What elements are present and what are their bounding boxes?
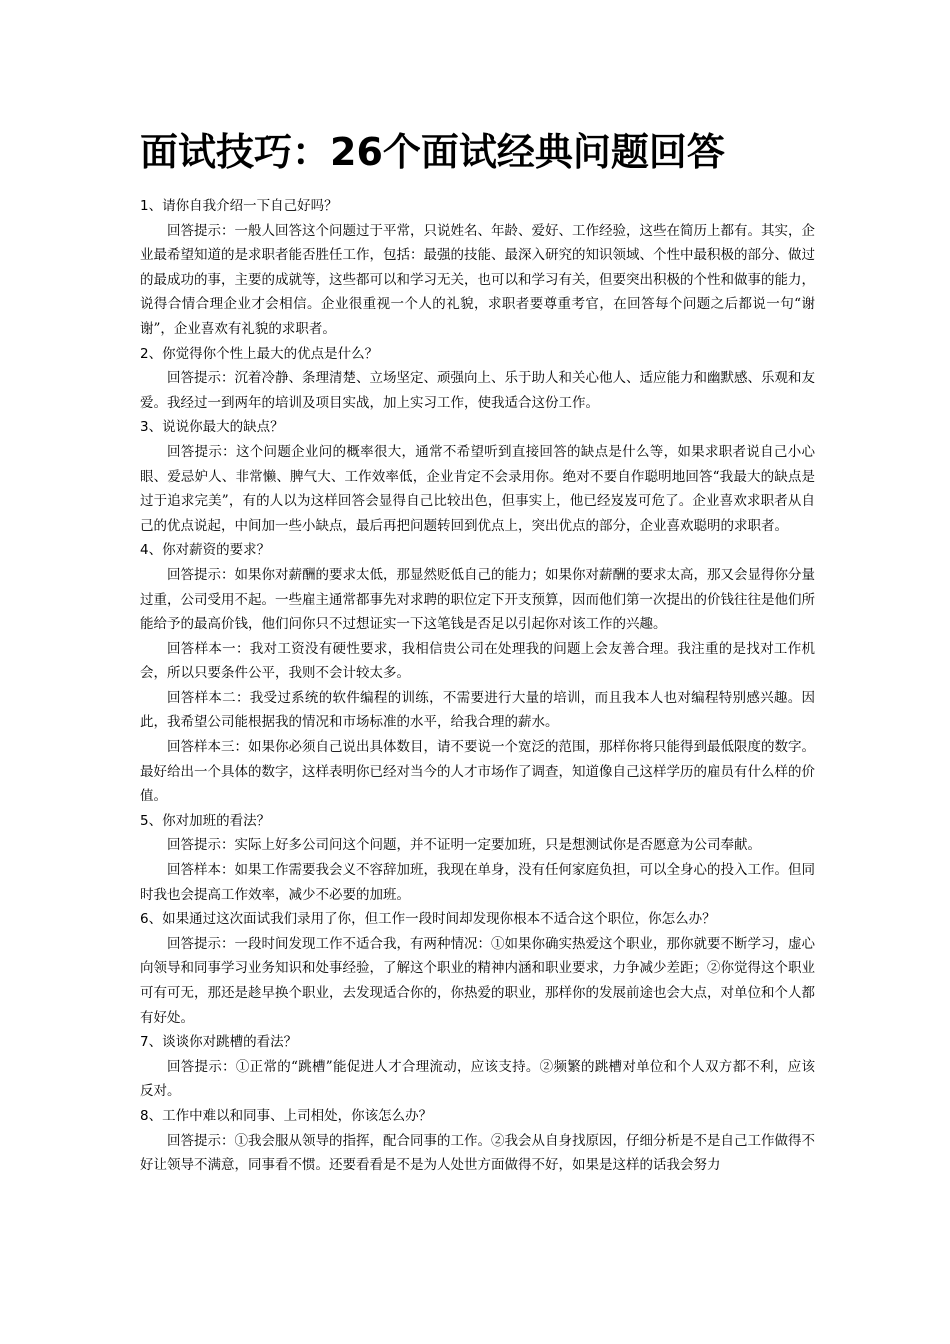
question-heading: 2、你觉得你个性上最大的优点是什么？ <box>140 345 379 362</box>
answer-paragraph: 回答提示：一般人回答这个问题过于平常，只说姓名、年龄、爱好、工作经验，这些在简历上都有。其实，企业最希望知道的是求职者能否胜任工作，包括：最强的技能、最深入研究的知识领域、个性中最积极的部分、做过的最成功的事，主要的成就等，这些都可以和学习无关，也可以和学习有关，但要突出积极的个性和做事的能力，说得合情合理企业才会相信。企业很重视一个人的礼貌，求职者要尊重考官，在回答每个问题之后都说一句“谢谢”，企业喜欢有礼貌的求职者。 <box>140 222 815 337</box>
question-heading: 3、说说你最大的缺点？ <box>140 419 284 436</box>
answer-paragraph: 回答样本一：我对工资没有硬性要求，我相信贵公司在处理我的问题上会友善合理。我注重的是找对工作机会，所以只要条件公平，我则不会计较太多。 <box>140 640 815 682</box>
answer-paragraph: 回答提示：实际上好多公司问这个问题，并不证明一定要加班，只是想测试你是否愿意为公司奉献。 <box>167 837 761 854</box>
document-body <box>140 194 815 1178</box>
question-heading: 5、你对加班的看法？ <box>140 812 271 829</box>
answer-paragraph: 回答提示：这个问题企业问的概率很大，通常不希望听到直接回答的缺点是什么等，如果求职者说自己小心眼、爱忌妒人、非常懒、脾气大、工作效率低，企业肯定不会录用你。绝对不要自作聪明地回答“我最大的缺点是过于追求完美”，有的人以为这样回答会显得自己比较出色，但事实上，他已经岌岌可危了。企业喜欢求职者从自己的优点说起，中间加一些小缺点，最后再把问题转回到优点上，突出优点的部分，企业喜欢聪明的求职者。 <box>140 443 815 534</box>
question-heading: 1、请你自我介绍一下自己好吗？ <box>140 198 338 214</box>
answer-paragraph: 回答提示：一段时间发现工作不适合我，有两种情况：①如果你确实热爱这个职业，那你就要不断学习，虚心向领导和同事学习业务知识和处事经验，了解这个职业的精神内涵和职业要求，力争减少差距；②你觉得这个职业可有可无，那还是趁早换个职业，去发现适合你的，你热爱的职业，那样你的发展前途也会大点，对单位和个人都有好处。 <box>140 935 815 1026</box>
question-heading: 7、谈谈你对跳槽的看法？ <box>140 1034 298 1051</box>
question-heading: 4、你对薪资的要求？ <box>140 542 271 559</box>
answer-paragraph: 回答样本二：我受过系统的软件编程的训练，不需要进行大量的培训，而且我本人也对编程特别感兴趣。因此，我希望公司能根据我的情况和市场标准的水平，给我合理的薪水。 <box>140 689 815 731</box>
answer-paragraph: 回答样本三：如果你必须自己说出具体数目，请不要说一个宽泛的范围，那样你将只能得到最低限度的数字。最好给出一个具体的数字，这样表明你已经对当今的人才市场作了调查，知道像自己这样学历的雇员有什么样的价值。 <box>140 739 815 805</box>
answer-paragraph: 回答提示：①我会服从领导的指挥，配合同事的工作。②我会从自身找原因，仔细分析是不是自己工作做得不好让领导不满意，同事看不惯。还要看看是不是为人处世方面做得不好，如果是这样的话我会努力 <box>140 1132 815 1174</box>
document-title: 面试技巧：26个面试经典问题回答 <box>140 130 725 174</box>
answer-paragraph: 回答提示：如果你对薪酬的要求太低，那显然贬低自己的能力；如果你对薪酬的要求太高，那又会显得你分量过重，公司受用不起。一些雇主通常都事先对求聘的职位定下开支预算，因而他们第一次提出的价钱往往是他们所能给予的最高价钱，他们问你只不过想证实一下这笔钱是否足以引起你对该工作的兴趣。 <box>140 566 815 633</box>
answer-paragraph: 回答提示：①正常的“跳槽”能促进人才合理流动，应该支持。②频繁的跳槽对单位和个人双方都不利，应该反对。 <box>140 1058 815 1100</box>
question-heading: 8、工作中难以和同事、上司相处，你该怎么办？ <box>140 1107 433 1124</box>
answer-paragraph: 回答提示：沉着冷静、条理清楚、立场坚定、顽强向上、乐于助人和关心他人、适应能力和幽默感、乐观和友爱。我经过一到两年的培训及项目实战，加上实习工作，使我适合这份工作。 <box>140 370 815 411</box>
answer-paragraph: 回答样本：如果工作需要我会义不容辞加班，我现在单身，没有任何家庭负担，可以全身心的投入工作。但同时我也会提高工作效率，减少不必要的加班。 <box>140 862 815 903</box>
question-heading: 6、如果通过这次面试我们录用了你，但工作一段时间却发现你根本不适合这个职位，你怎么办？ <box>140 911 716 928</box>
